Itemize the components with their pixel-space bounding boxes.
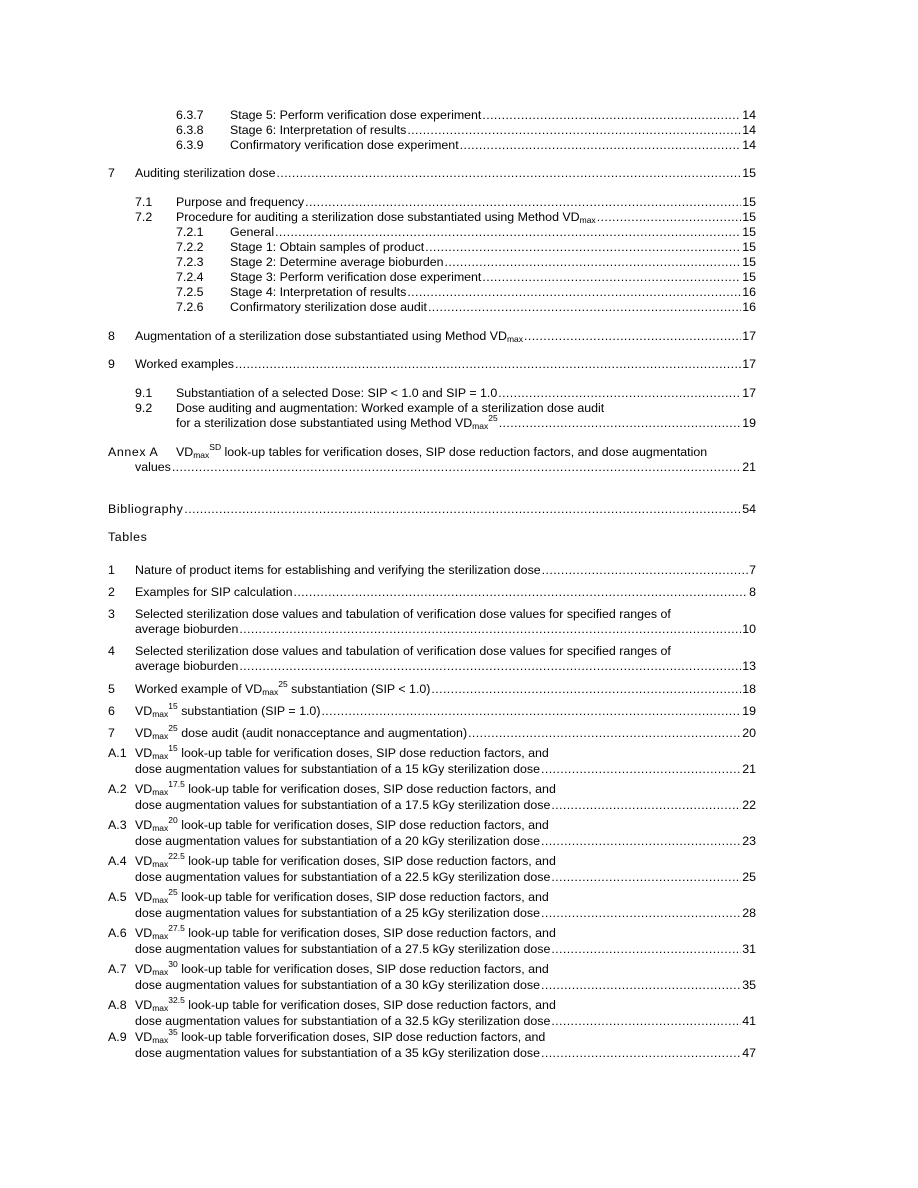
section-title: Stage 1: Obtain samples of product: [230, 240, 425, 254]
dot-leader: [468, 726, 741, 741]
toc-entry-7-2-1[interactable]: [176, 225, 756, 240]
page-number: 16: [742, 300, 756, 314]
page-number: 15: [742, 255, 756, 269]
page-number: 31: [742, 942, 756, 956]
dot-leader: [239, 622, 741, 637]
table-entry-a4[interactable]: [108, 851, 556, 869]
toc-entry-6-3-7[interactable]: [176, 108, 756, 123]
page-number: 15: [742, 195, 756, 209]
section-title: Auditing sterilization dose: [135, 166, 276, 180]
dot-leader: [551, 942, 741, 957]
toc-entry-7-2-2[interactable]: [176, 240, 756, 255]
section-number: 7.2.2: [176, 240, 204, 254]
table-entry-a8[interactable]: [108, 995, 556, 1013]
dot-leader: [541, 1046, 741, 1061]
table-title: $VD_{max}^{25}$ dose audit (audit nonacceptance and augmentation): [135, 723, 468, 741]
table-number: A.3: [108, 818, 127, 832]
bibliography-title: Bibliography: [108, 502, 184, 516]
section-title: Procedure for auditing a sterilization dose substantiated using Method $VD_{max}$: [176, 210, 596, 225]
page-number: 17: [742, 357, 756, 371]
toc-entry-9-2[interactable]: [135, 401, 604, 416]
page-number: 25: [742, 870, 756, 884]
table-entry-a7[interactable]: [108, 959, 549, 977]
annex-title-line2: values: [135, 460, 171, 474]
toc-entry-9-2-cont[interactable]: [176, 413, 756, 431]
table-title-line1: $VD_{max}^{20}$ look-up table for verification doses, SIP dose reduction factors, and: [135, 815, 549, 833]
dot-leader: [460, 138, 742, 153]
section-title: Confirmatory verification dose experiment: [230, 138, 459, 152]
table-title-line1: $VD_{max}^{22.5}$ look-up table for verification doses, SIP dose reduction factors, and: [135, 851, 556, 869]
page-number: 15: [742, 270, 756, 284]
section-title: Stage 4: Interpretation of results: [230, 285, 407, 299]
table-number: A.4: [108, 854, 127, 868]
table-entry-a1-cont[interactable]: [135, 762, 756, 777]
table-entry-a6-cont[interactable]: [135, 942, 756, 957]
section-title: Stage 6: Interpretation of results: [230, 123, 407, 137]
section-number: 7.2: [135, 210, 153, 224]
section-title: Stage 2: Determine average bioburden: [230, 255, 444, 269]
dot-leader: [172, 460, 741, 475]
table-number: A.8: [108, 998, 127, 1012]
table-entry-a6[interactable]: [108, 923, 556, 941]
table-entry-a3[interactable]: [108, 815, 549, 833]
table-title: Examples for SIP calculation: [135, 585, 293, 599]
toc-entry-bibliography[interactable]: [108, 502, 756, 517]
dot-leader: [428, 300, 741, 315]
dot-leader: [551, 1014, 741, 1029]
dot-leader: [239, 659, 741, 674]
page-number: 17: [742, 386, 756, 400]
dot-leader: [541, 906, 741, 921]
dot-leader: [542, 563, 748, 578]
toc-entry-7-2-4[interactable]: [176, 270, 756, 285]
table-title-line2: dose augmentation values for substantiation of a 20 kGy sterilization dose: [135, 834, 541, 848]
table-title-line2: average bioburden: [135, 622, 239, 636]
page-number: 28: [742, 906, 756, 920]
table-number: 5: [108, 682, 115, 696]
dot-leader: [184, 502, 741, 517]
table-title-line1: $VD_{max}^{32.5}$ look-up table for verification doses, SIP dose reduction factors, and: [135, 995, 556, 1013]
toc-entry-7-2[interactable]: [135, 210, 756, 225]
table-entry-1[interactable]: [108, 563, 756, 578]
section-title: Worked examples: [135, 357, 234, 371]
annex-label: Annex A: [108, 445, 159, 459]
table-entry-5[interactable]: [108, 679, 756, 697]
table-entry-a1[interactable]: [108, 743, 549, 761]
toc-entry-7-2-3[interactable]: [176, 255, 756, 270]
table-title-line1: $VD_{max}^{15}$ look-up table for verification doses, SIP dose reduction factors, and: [135, 743, 549, 761]
section-number: 7: [108, 166, 115, 180]
dot-leader: [597, 210, 742, 225]
table-entry-a2[interactable]: [108, 779, 556, 797]
section-number: 6.3.9: [176, 138, 204, 152]
toc-entry-6-3-8[interactable]: [176, 123, 756, 138]
table-entry-a3-cont[interactable]: [135, 834, 756, 849]
dot-leader: [551, 798, 741, 813]
section-number: 8: [108, 329, 115, 343]
table-entry-3[interactable]: [108, 607, 671, 622]
dot-leader: [293, 585, 748, 600]
table-entry-4[interactable]: [108, 644, 671, 659]
table-title-line2: dose augmentation values for substantiation of a 30 kGy sterilization dose: [135, 978, 541, 992]
section-number: 9.2: [135, 401, 153, 415]
dot-leader: [541, 978, 741, 993]
page-number: 47: [742, 1046, 756, 1060]
dot-leader: [524, 329, 741, 344]
table-number: 2: [108, 585, 115, 599]
toc-entry-7-2-6[interactable]: [176, 300, 756, 315]
toc-entry-8[interactable]: [108, 329, 756, 344]
table-entry-a2-cont[interactable]: [135, 798, 756, 813]
section-number: 6.3.8: [176, 123, 204, 137]
dot-leader: [425, 240, 741, 255]
table-number: A.9: [108, 1030, 127, 1044]
page-number: 14: [742, 123, 756, 137]
toc-entry-annex-a-cont[interactable]: [135, 460, 756, 475]
page-number: 15: [742, 240, 756, 254]
table-title-line1: Selected sterilization dose values and tabulation of verification dose values for specified ranges of: [135, 644, 671, 658]
toc-entry-annex-a[interactable]: [108, 442, 708, 460]
dot-leader: [445, 255, 742, 270]
table-title-line2: dose augmentation values for substantiation of a 25 kGy sterilization dose: [135, 906, 541, 920]
table-entry-a9[interactable]: [108, 1027, 546, 1045]
page-number: 10: [742, 622, 756, 636]
dot-leader: [541, 834, 741, 849]
table-title-line2: dose augmentation values for substantiation of a 27.5 kGy sterilization dose: [135, 942, 551, 956]
dot-leader: [498, 386, 741, 401]
section-title-line1: Dose auditing and augmentation: Worked example of a sterilization dose audit: [176, 401, 605, 415]
table-title: Nature of product items for establishing and verifying the sterilization dose: [135, 563, 541, 577]
page-number: 14: [742, 108, 756, 122]
table-number: A.5: [108, 890, 127, 904]
annex-title-line1: $VD_{max}^{SD}$ look-up tables for verification doses, SIP dose reduction factors, and dose augmentation: [176, 442, 708, 460]
table-entry-a9-cont[interactable]: [135, 1046, 756, 1061]
section-title: Confirmatory sterilization dose audit: [230, 300, 427, 314]
table-title-line2: dose augmentation values for substantiation of a 32.5 kGy sterilization dose: [135, 1014, 551, 1028]
section-title: Substantiation of a selected Dose: SIP < 1.0 and SIP = 1.0: [176, 386, 498, 400]
page-number: 19: [742, 704, 756, 718]
page-number: 23: [742, 834, 756, 848]
dot-leader: [321, 704, 741, 719]
table-title-line2: average bioburden: [135, 659, 239, 673]
table-number: A.6: [108, 926, 127, 940]
section-title: Purpose and frequency: [176, 195, 305, 209]
dot-leader: [305, 195, 741, 210]
page-number: 54: [742, 502, 756, 516]
table-number: A.2: [108, 782, 127, 796]
table-title-line2: dose augmentation values for substantiation of a 22.5 kGy sterilization dose: [135, 870, 551, 884]
page-number: 13: [742, 659, 756, 673]
page-number: 14: [742, 138, 756, 152]
toc-entry-7-1[interactable]: [135, 195, 756, 210]
section-title: Stage 5: Perform verification dose experiment: [230, 108, 482, 122]
section-number: 7.2.6: [176, 300, 204, 314]
table-number: A.1: [108, 746, 127, 760]
table-title-line1: $VD_{max}^{25}$ look-up table for verification doses, SIP dose reduction factors, and: [135, 887, 549, 905]
page-number: 8: [749, 585, 756, 599]
table-entry-3-cont[interactable]: [135, 622, 756, 637]
table-entry-7[interactable]: [108, 723, 756, 741]
table-entry-2[interactable]: [108, 585, 756, 600]
table-number: 7: [108, 726, 115, 740]
section-number: 7.2.4: [176, 270, 204, 284]
page-number: 20: [742, 726, 756, 740]
dot-leader: [407, 123, 741, 138]
dot-leader: [235, 357, 741, 372]
page-number: 15: [742, 225, 756, 239]
section-number: 7.2.5: [176, 285, 204, 299]
page-number: 18: [742, 682, 756, 696]
table-entry-a8-cont[interactable]: [135, 1014, 756, 1029]
toc-entry-9-1[interactable]: [135, 386, 756, 401]
page-number: 15: [742, 166, 756, 180]
toc-entry-7[interactable]: [108, 166, 756, 181]
toc-entry-9[interactable]: [108, 357, 756, 372]
section-title-line2: for a sterilization dose substantiated using Method $VD_{max}^{25}$: [176, 413, 498, 431]
section-number: 7.2.1: [176, 225, 204, 239]
dot-leader: [482, 108, 741, 123]
dot-leader: [541, 762, 741, 777]
section-number: 7.1: [135, 195, 153, 209]
table-entry-a5[interactable]: [108, 887, 549, 905]
page-number: 7: [749, 563, 756, 577]
page-number: 15: [742, 210, 756, 224]
table-entry-a5-cont[interactable]: [135, 906, 756, 921]
table-title-line1: $VD_{max}^{35}$ look-up table forverification doses, SIP dose reduction factors, and: [135, 1027, 546, 1045]
table-entry-6[interactable]: [108, 701, 756, 719]
table-title: Worked example of $VD_{max}^{25}$ substantiation (SIP < 1.0): [135, 679, 431, 697]
table-number: 4: [108, 644, 115, 658]
section-title: Augmentation of a sterilization dose substantiated using Method $VD_{max}$: [135, 329, 524, 344]
dot-leader: [275, 225, 741, 240]
table-title: $VD_{max}^{15}$ substantiation (SIP = 1.0): [135, 701, 321, 719]
table-title-line1: $VD_{max}^{30}$ look-up table for verification doses, SIP dose reduction factors, and: [135, 959, 549, 977]
dot-leader: [277, 166, 742, 181]
table-title-line1: Selected sterilization dose values and tabulation of verification dose values for specified ranges of: [135, 607, 671, 621]
toc-entry-7-2-5[interactable]: [176, 285, 756, 300]
dot-leader: [499, 416, 742, 431]
page-number: 19: [742, 416, 756, 430]
table-entry-a4-cont[interactable]: [135, 870, 756, 885]
section-number: 7.2.3: [176, 255, 204, 269]
dot-leader: [482, 270, 741, 285]
table-entry-a7-cont[interactable]: [135, 978, 756, 993]
table-title-line2: dose augmentation values for substantiation of a 15 kGy sterilization dose: [135, 762, 541, 776]
table-number: A.7: [108, 962, 127, 976]
table-entry-4-cont[interactable]: [135, 659, 756, 674]
table-title-line1: $VD_{max}^{27.5}$ look-up table for verification doses, SIP dose reduction factors, and: [135, 923, 556, 941]
page-number: 21: [742, 460, 756, 474]
table-number: 3: [108, 607, 115, 621]
page-number: 17: [742, 329, 756, 343]
table-number: 6: [108, 704, 115, 718]
dot-leader: [431, 682, 741, 697]
toc-entry-6-3-9[interactable]: [176, 138, 756, 153]
table-title-line2: dose augmentation values for substantiation of a 35 kGy sterilization dose: [135, 1046, 541, 1060]
table-title-line2: dose augmentation values for substantiation of a 17.5 kGy sterilization dose: [135, 798, 551, 812]
dot-leader: [551, 870, 741, 885]
section-number: 6.3.7: [176, 108, 204, 122]
section-title: Stage 3: Perform verification dose experiment: [230, 270, 482, 284]
page-number: 35: [742, 978, 756, 992]
section-title: General: [230, 225, 275, 239]
tables-heading: Tables: [108, 530, 148, 544]
section-number: 9.1: [135, 386, 153, 400]
page-number: 22: [742, 798, 756, 812]
table-title-line1: $VD_{max}^{17.5}$ look-up table for verification doses, SIP dose reduction factors, and: [135, 779, 556, 797]
section-number: 9: [108, 357, 115, 371]
table-number: 1: [108, 563, 115, 577]
dot-leader: [407, 285, 741, 300]
page-number: 16: [742, 285, 756, 299]
page-number: 21: [742, 762, 756, 776]
page-number: 41: [742, 1014, 756, 1028]
